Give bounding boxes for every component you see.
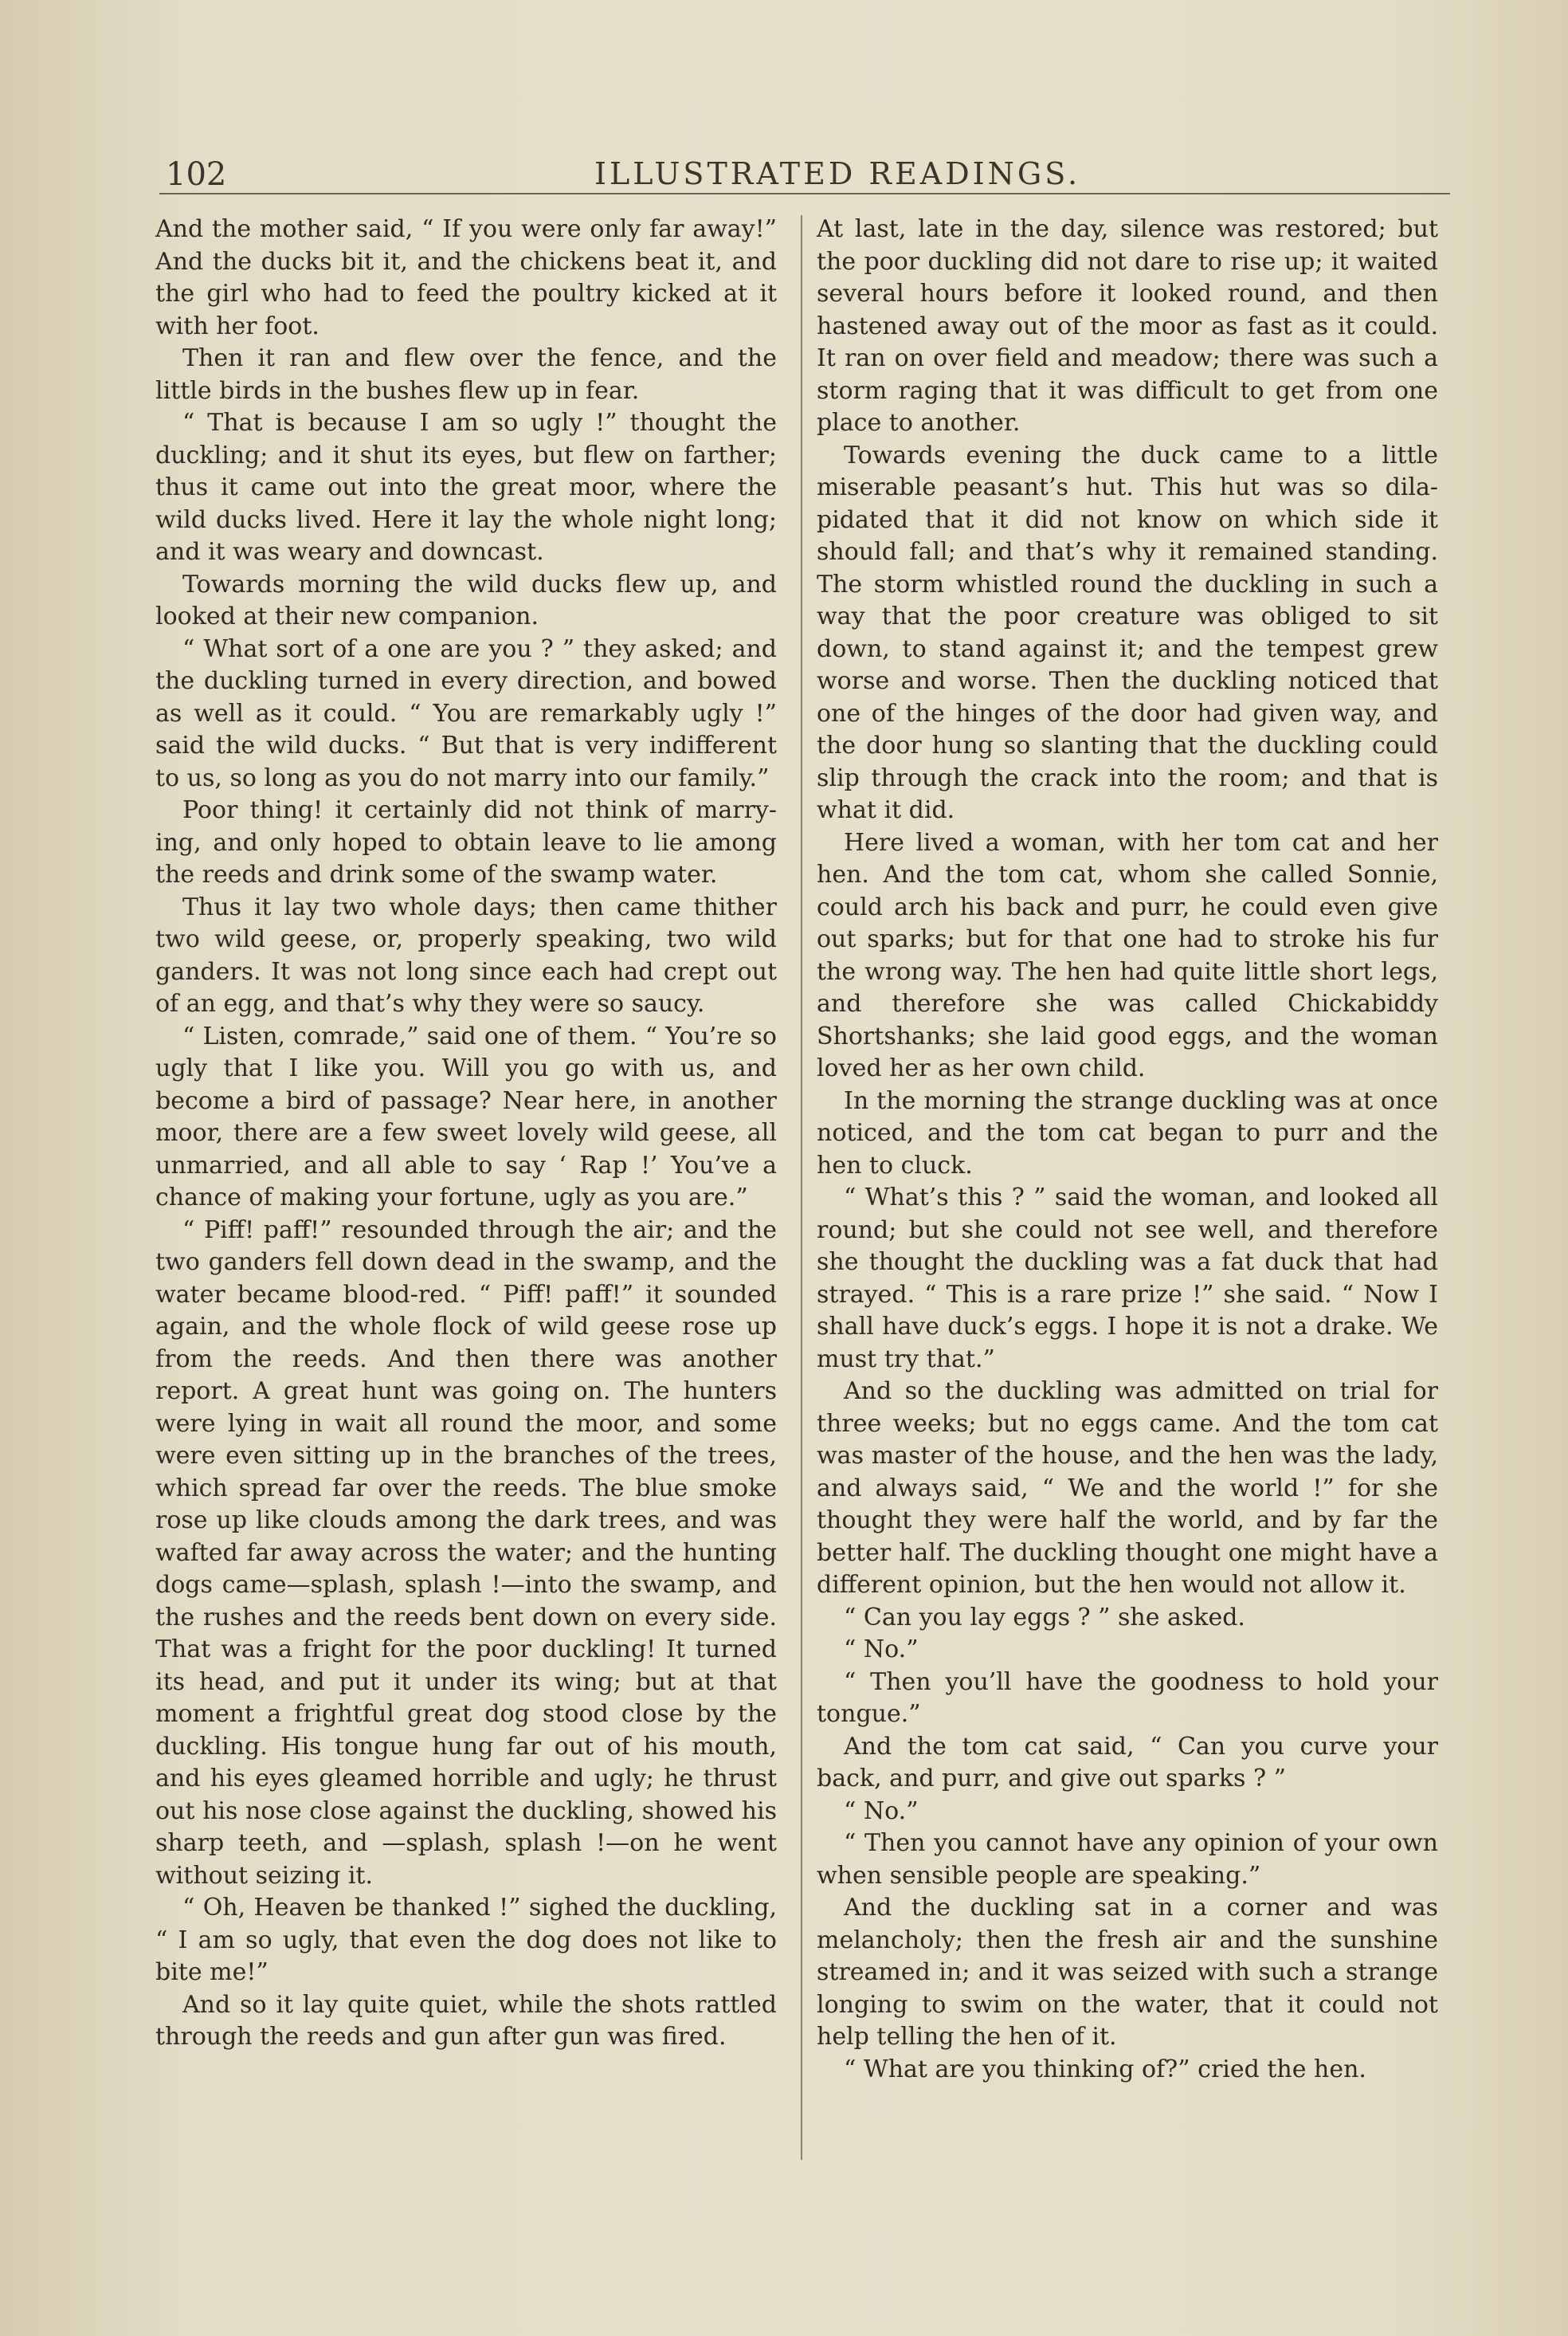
column-divider [801,215,802,2160]
paragraph: “ No.” [844,1635,919,1663]
paragraph: Thus it lay two whole days; then came thither two wild geese, or, properly speaking, two wild ganders. It was not long since each had crept out of an egg, and that’s why they were so saucy. [155,893,777,1018]
paragraph: “ What sort of a one are you ? ” they asked; and the duckling turned in every direction, and bowed as well as it could. “ You are remarkably ugly !” said the wild ducks. “ But that is very indifferent to us, so long as you do not marry into our family.” [155,634,777,792]
header-rule [159,193,1450,194]
left-column [155,214,777,2054]
paragraph: “ Listen, comrade,” said one of them. “ You’re so ugly that I like you. Will you go with us, and become a bird of passage? Near here, in another moor, there are a few sweet lovely wild geese, all unmarried, and all able to say ‘ Rap !’ You’ve a chance of making your fortune, ugly as you are.” [155,1022,777,1211]
paragraph: In the morning the strange duckling was at once noticed, and the tom cat began to purr and the hen to cluck. [817,1086,1438,1180]
right-column [817,214,1438,2086]
paragraph: Towards evening the duck came to a little miserable peasant’s hut. This hut was so dila-pidated that it did not know on which side it should fall; and that’s why it remained standing. The storm whistled round the duckling in such a way that the poor creature was obliged to sit down, to stand against it; and the tempest grew worse and worse. Then the duckling noticed that one of the hinges of the door had given way, and the door hung so slanting that the duckling could slip through the crack into the room; and that is what it did. [817,441,1438,824]
paragraph: And so the duckling was admitted on trial for three weeks; but no eggs came. And the tom cat was master of the house, and the hen was the lady, and always said, “ We and the world !” for she thought they were half the world, and by far the better half. The duckling thought one might have a different opinion, but the hen would not allow it. [817,1377,1438,1599]
paragraph: “ What’s this ? ” said the woman, and looked all round; but she could not see well, and therefore she thought the duckling was a fat duck that had strayed. “ This is a rare prize !” she said. “ Now I shall have duck’s eggs. I hope it is not a drake. We must try that.” [817,1184,1438,1373]
running-title: ILLUSTRATED READINGS. [594,156,1081,191]
paragraph: Then it ran and flew over the fence, and the little birds in the bushes flew up in fear. [155,344,777,405]
paragraph: “ Piff! paff!” resounded through the air; and the two ganders fell down dead in the swamp, and the water became blood-red. “ Piff! paff!” it sounded again, and the whole flock of wild geese rose up from the reeds. And then there was another report. A great hunt was going on. The hunters were lying in wait all round the moor, and some were even sitting up in the branches of the trees, which spread far over the reeds. The blue smoke rose up like clouds among the dark trees, and was wafted far away across the water; and the hunting dogs came—splash, splash !—into the swamp, and the rushes and the reeds bent down on every side. That was a fright for the poor duckling! It turned its head, and put it under its wing; but at that moment a frightful great dog stood close by the duckling. His tongue hung far out of his mouth, and his eyes gleamed horrible and ugly; he thrust out his nose close against the duckling, showed his sharp teeth, and —splash, splash !—on he went without seizing it. [155,1215,777,1890]
paragraph: And the duckling sat in a corner and was melancholy; then the fresh air and the sunshine streamed in; and it was seized with such a strange longing to swim on the water, that it could not help telling the hen of it. [817,1894,1438,2051]
paragraph: “ Then you’ll have the goodness to hold your tongue.” [817,1667,1438,1728]
paragraph: Towards morning the wild ducks flew up, and looked at their new companion. [155,570,777,630]
page-number: 102 [166,156,227,193]
paragraph: “ Then you cannot have any opinion of your own when sensible people are speaking.” [817,1829,1438,1890]
paragraph: Poor thing! it certainly did not think of marry-ing, and only hoped to obtain leave to lie among the reeds and drink some of the swamp water. [155,796,777,889]
page-header [166,156,1441,196]
paragraph: “ Oh, Heaven be thanked !” sighed the duckling, “ I am so ugly, that even the dog does not like to bite me!” [155,1894,777,1986]
paragraph: And the mother said, “ If you were only far away!” And the ducks bit it, and the chickens beat it, and the girl who had to feed the poultry kicked at it with her foot. [155,215,777,340]
paragraph: At last, late in the day, silence was restored; but the poor duckling did not dare to rise up; it waited several hours before it looked round, and then hastened away out of the moor as fast as it could. It ran on over field and meadow; there was such a storm raging that it was difficult to get from one place to another. [817,215,1438,437]
paragraph: “ Can you lay eggs ? ” she asked. [844,1603,1245,1631]
paragraph: And the tom cat said, “ Can you curve your back, and purr, and give out sparks ? ” [817,1732,1438,1792]
paragraph: “ That is because I am so ugly !” thought the duckling; and it shut its eyes, but flew on farther; thus it came out into the great moor, where the wild ducks lived. Here it lay the whole night long; and it was weary and downcast. [155,409,777,566]
paragraph: Here lived a woman, with her tom cat and her hen. And the tom cat, whom she called Sonnie, could arch his back and purr, he could even give out sparks; but for that one had to stroke his fur the wrong way. The hen had quite little short legs, and therefore she was called Chickabiddy Shortshanks; she laid good eggs, and the woman loved her as her own child. [817,828,1438,1082]
paragraph: “ What are you thinking of?” cried the hen. [844,2055,1366,2083]
paragraph: “ No.” [844,1796,919,1825]
paragraph: And so it lay quite quiet, while the shots rattled through the reeds and gun after gun was fired. [155,1990,777,2051]
